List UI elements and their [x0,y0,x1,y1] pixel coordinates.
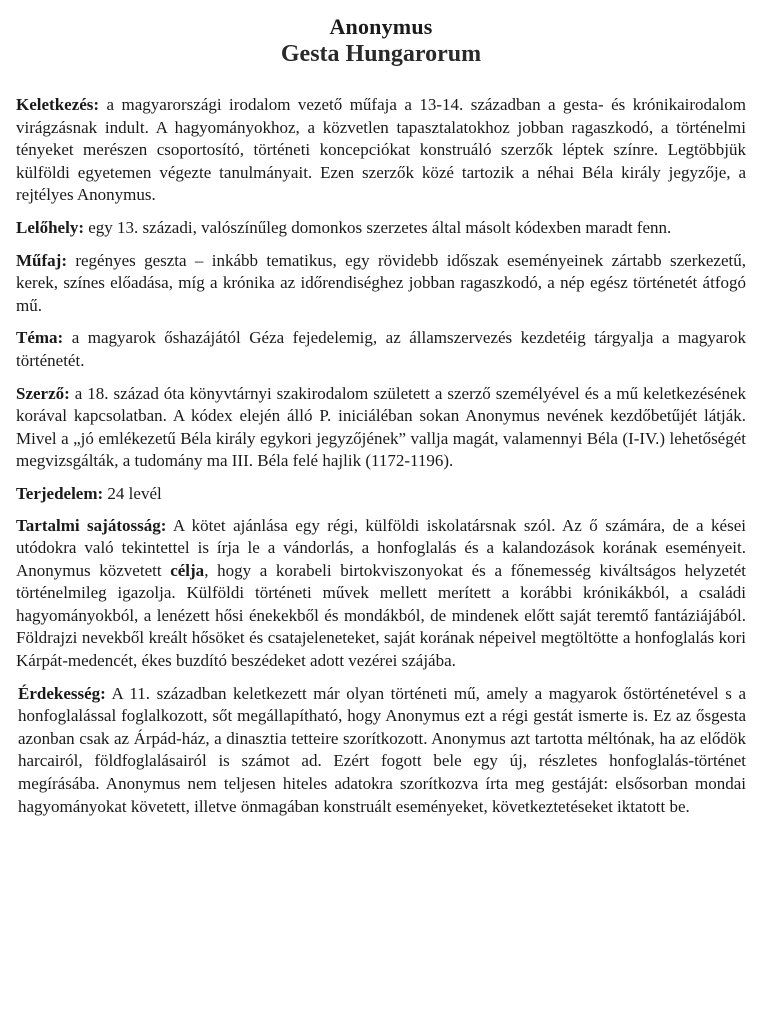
section-text-mufaj: regényes geszta – inkább tematikus, egy rövidebb időszak eseményeinek zártabb szerkezetű, kerek, színes előadása, míg a krónika az időrendiséghez jobban ragaszkodó, a nép egész történetét átfogó mű. [16,250,746,315]
section-text-keletkezes: a magyarországi irodalom vezető műfaja a 13-14. században a gesta- és krónikairodalom virágzásnak indult. A hagyományokhoz, a közvetlen tapasztalatokhoz jobban ragaszkodó, a történelmi tényeket merészen csoportosító, történeti koncepciókat konstruáló szerzők léptek színre. Legtöbbjük külföldi egyetemen végezte tanulmányait. Ezen szerzők közé tartozik a néhai Béla király jegyzője, a rejtélyes Anonymus. [16,95,746,205]
section-text-lelohely: egy 13. századi, valószínűleg domonkos szerzetes által másolt kódexben maradt fenn. [84,217,672,237]
section-label-mufaj: Műfaj: [16,250,67,270]
emphasis-celja: célja [170,560,205,580]
document-header [16,14,746,68]
section-text-erdekesseg: A 11. században keletkezett már olyan történeti mű, amely a magyarok őstörténetével s a honfoglalással foglalkozott, sőt megállapítható, hogy Anonymus ezt a régi gestát ismerte is. Ez az ősgesta azonban csak az Árpád-ház, a dinasztia tetteire szorítkozott. Anonymus azt tartotta méltónak, ha az elődök harcairól, földfoglalásairól is számot ad. Ezért fogott bele egy új, részletes honfoglalás-történet megírásába. Anonymus nem teljesen hiteles adatokra szorítkozva írta meg gestáját: elsősorban mondai hagyományokat követett, illetve önmagában konstruált eseményeket, következtetéseket iktatott be. [18,683,746,816]
section-label-tartalmi-sajatossag: Tartalmi sajátosság: [16,515,167,535]
section-label-szerzo: Szerző: [16,383,70,403]
section-text-tartalmi-a: A kötet ajánlása egy régi, külföldi iskolatársnak szól. Az ő számára, de a kései utódokra való tekintettel is írja le a vándorlás, a honfoglalás és a kalandozások korának eseményeit. Anonymus közvetett [16,515,746,580]
section-terjedelem [16,483,746,506]
section-text-szerzo: a 18. század óta könyvtárnyi szakirodalom született a szerző személyével és a mű keletkezésének korával kapcsolatban. A kódex elején álló P. iniciáléban sokan Anonymus nevének kezdőbetűjét látják. Mivel a „jó emlékezetű Béla király egykori jegyzőjének” vallja magát, valamennyi Béla (I-IV.) lehetőségét megvizsgálták, a tudomány ma III. Béla felé hajlik (1172-1196). [16,383,746,471]
section-label-erdekesseg: Érdekesség: [18,683,106,703]
section-keletkezes [16,94,746,207]
section-label-lelohely: Lelőhely: [16,217,84,237]
section-tema [16,327,746,372]
section-mufaj [16,250,746,318]
section-szerzo [16,383,746,473]
section-lelohely [16,217,746,240]
section-label-terjedelem: Terjedelem: [16,483,104,503]
section-tartalmi-sajatossag [16,515,746,673]
section-text-terjedelem: 24 levél [103,483,162,503]
work-title: Gesta Hungarorum [280,41,482,67]
section-erdekesseg [16,683,746,819]
author-heading: Anonymus [329,14,433,39]
section-label-tema: Téma: [16,328,64,348]
section-text-tema: a magyarok őshazájától Géza fejedelemig, az államszervezés kezdetéig tárgyalja a magyarok történetét. [16,328,746,370]
section-text-tartalmi-b: , hogy a korabeli birtokviszonyokat és a főnemesség kiváltságos helyzetét történelmileg igazolja. Külföldi történeti művek mellett merített a korábbi krónikákból, a családi hagyományokból, a lenézett hősi énekekből és mondákból, de mindenek előtt saját teremtő fantáziájából. Földrajzi nevekből kreált hősöket és csatajeleneteket, saját korának népeivel megtöltötte a honfoglalás kori Kárpát-medencét, ékes buzdító beszédeket adott vezérei szájába. [16,560,746,671]
section-label-keletkezes: Keletkezés: [16,95,100,114]
